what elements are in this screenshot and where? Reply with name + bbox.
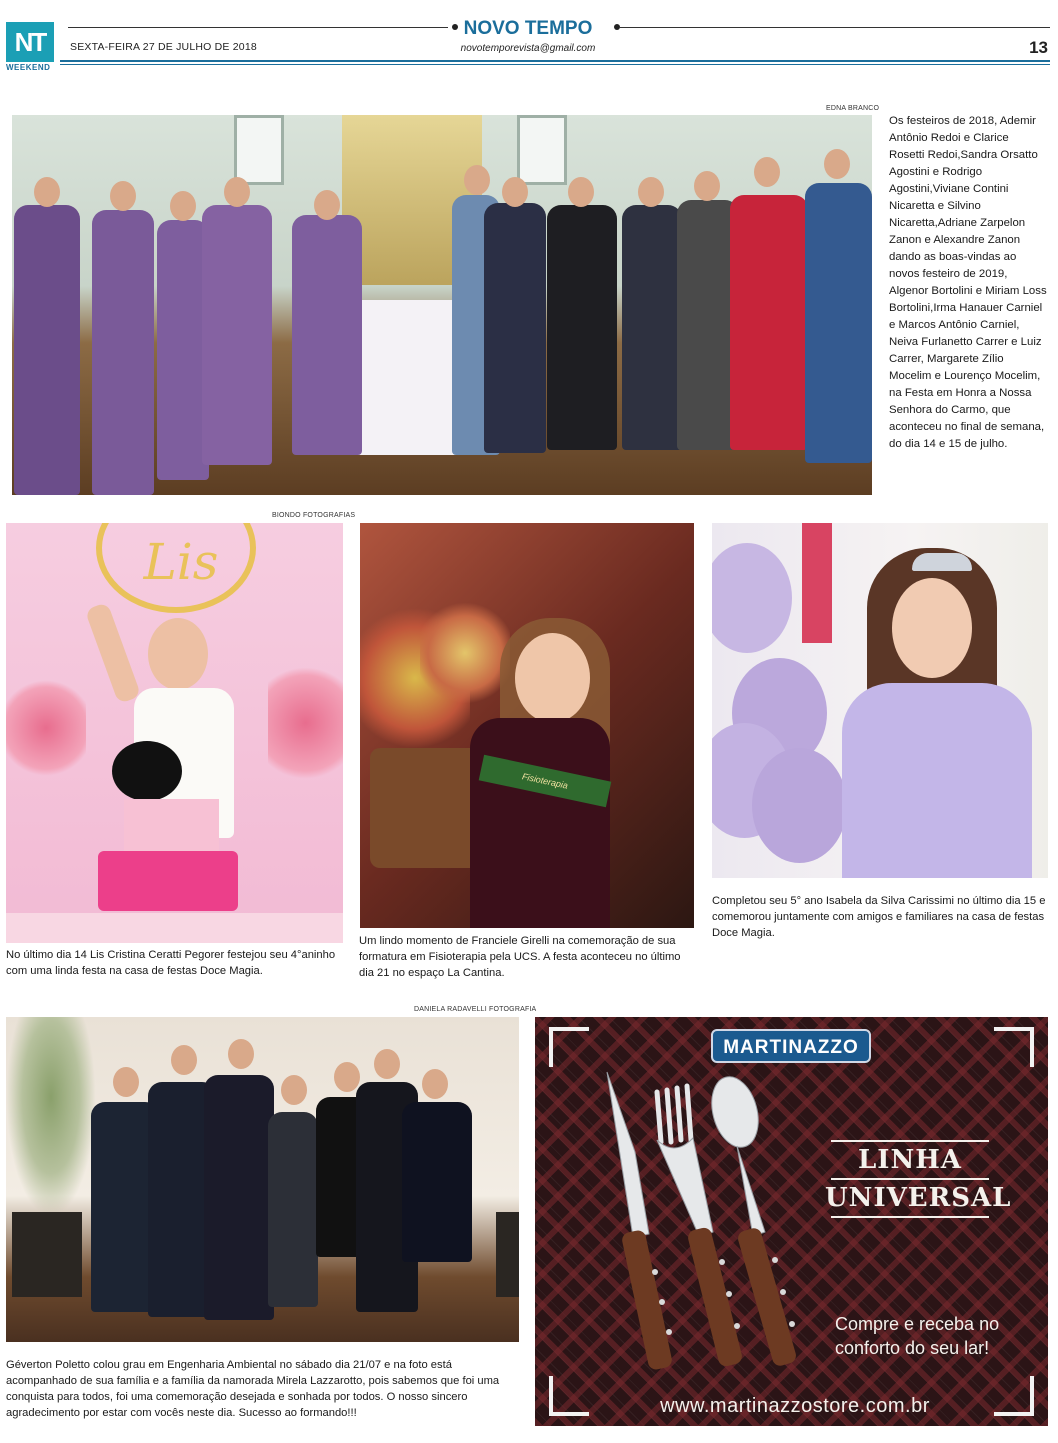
photo-isabela-birthday [712, 523, 1048, 878]
photo-credit-festeiros: EDNA BRANCO [826, 105, 880, 112]
photo-credit-geverton: DANIELA RADAVELLI FOTOGRAFIA [414, 1006, 537, 1013]
dessert-table [6, 913, 343, 943]
caption-festeiros: Os festeiros de 2018, Ademir Antônio Redoi e Clarice Rosetti Redoi,Sandra Orsatto Agostini e Rodrigo Agostini,Viviane Contini Nicaretta e Silvino Nicaretta,Adriane Zarpelon Zanon e Alexandre Zanon dando as boas-vindas ao novos festeiro de 2019, Algenor Bortolini e Miriam Loss Bortolini,Irma Hanauer Carniel e Marcos Antônio Carniel, Neiva Furlanetto Carrer e Luiz Carrer, Margarete Zílio Mocelim e Lourenço Mocelim, na Festa em Honra a Nossa Senhora do Carmo, que aconteceu no final de semana, do dia 14 e 15 de julho. [889, 115, 1047, 450]
frame-corner-top-right [994, 1027, 1034, 1067]
page-number: 13 [1029, 38, 1048, 57]
issue-date: SEXTA-FEIRA 27 DE JULHO DE 2018 [70, 41, 257, 53]
person-head [224, 177, 250, 207]
title-rule-bottom [831, 1216, 989, 1218]
cake-bottom-tier [98, 851, 238, 911]
person-head [568, 177, 594, 207]
caption-isabela: Completou seu 5° ano Isabela da Silva Carissimi no último dia 15 e comemorou juntamente com amigos e familiares na casa de festas Doce Magia. [712, 895, 1046, 939]
header-divider [60, 60, 1050, 62]
flower-arrangement-right [268, 653, 343, 793]
person-head [110, 181, 136, 211]
caption-geverton: Géverton Poletto colou grau em Engenharia Ambiental no sábado dia 21/07 e na foto está acompanhado de sua família e a família da namorada Mirela Lazzarotto, pois sabemos que foi uma conquista para todos, foi uma comemoração desejada e sonhada por todos. O nosso sincero agradecimento por estar com vocês neste dia. Sucesso ao formando!!! [6, 1359, 500, 1419]
graduate-head [228, 1039, 254, 1069]
cake-top-tier [124, 799, 219, 854]
person-head [694, 171, 720, 201]
store-url-link[interactable]: www.martinazzostore.com.br [660, 1395, 930, 1417]
person-figure [484, 203, 546, 453]
frame-corner-top-left [549, 1027, 589, 1067]
graduate-figure [204, 1075, 274, 1320]
person-head [754, 157, 780, 187]
advertisement-martinazzo[interactable] [535, 1017, 1048, 1426]
ad-tagline [835, 1312, 1035, 1360]
photo-festeiros-group [12, 115, 872, 495]
child-arm-raised [85, 602, 142, 704]
product-line-title [825, 1137, 1012, 1221]
sweets-table [370, 748, 480, 868]
person-head [374, 1049, 400, 1079]
photo-franciele-graduation [360, 523, 694, 928]
person-head [422, 1069, 448, 1099]
photo-geverton-graduation [6, 1017, 519, 1342]
tagline-line-2: conforto do seu lar! [835, 1338, 990, 1358]
title-line-2: UNIVERSAL [825, 1183, 1012, 1213]
person-head [824, 149, 850, 179]
person-head [314, 190, 340, 220]
church-window-right [517, 115, 567, 185]
person-figure [402, 1102, 472, 1262]
minnie-topper [112, 741, 182, 801]
diploma-holder: Fisioterapia [479, 755, 612, 807]
person-head [113, 1067, 139, 1097]
photo-credit-lis: BIONDO FOTOGRAFIAS [272, 512, 356, 519]
logo-subtitle: WEEKEND [6, 63, 51, 72]
plant-decor-left [6, 1017, 96, 1217]
photo-lis-birthday [6, 523, 343, 943]
child-face [148, 618, 208, 690]
header-rule-left [68, 27, 448, 28]
person-figure [202, 205, 272, 465]
title-rule-top [831, 1140, 989, 1142]
girl-dress [842, 683, 1032, 878]
name-sign-text: Lis [143, 533, 219, 591]
title-rule-mid [831, 1178, 989, 1180]
person-figure [805, 183, 872, 463]
logo-mark: NT [6, 22, 54, 62]
balloon [752, 748, 847, 863]
person-figure [547, 205, 617, 450]
person-head [34, 177, 60, 207]
person-figure [14, 205, 80, 495]
caption-lis: No último dia 14 Lis Cristina Ceratti Pegorer festejou seu 4°aninho com uma linda festa na casa de festas Doce Magia. [6, 949, 336, 977]
person-figure [268, 1112, 318, 1307]
flower-arrangement-left [6, 673, 86, 783]
person-head [170, 191, 196, 221]
person-head [171, 1045, 197, 1075]
person-head [638, 177, 664, 207]
knife-icon [607, 1072, 673, 1371]
person-figure [730, 195, 808, 450]
tagline-line-1: Compre e receba no [835, 1314, 1000, 1334]
backdrop-panel [802, 523, 832, 643]
church-window-left [234, 115, 284, 185]
graduate-dress [470, 718, 610, 928]
masthead-title: NOVO TEMPO [463, 18, 593, 39]
flower-decor-center [420, 603, 510, 703]
graduate-face-front [515, 633, 590, 723]
person-head [281, 1075, 307, 1105]
header-divider-thin [60, 64, 1050, 65]
caption-franciele: Um lindo momento de Franciele Girelli na comemoração de sua formatura em Fisioterapia pela UCS. A festa aconteceu no último dia 21 no espaço La Cantina. [359, 935, 681, 979]
person-head [464, 165, 490, 195]
publication-logo [6, 22, 56, 72]
person-head [502, 177, 528, 207]
tiara [912, 553, 972, 571]
person-figure [92, 210, 154, 495]
brand-logo: MARTINAZZO [711, 1029, 871, 1063]
person-head [334, 1062, 360, 1092]
girl-face [892, 578, 972, 678]
plant-pot-right [496, 1212, 519, 1297]
person-figure [292, 215, 362, 455]
balloon [712, 543, 792, 653]
header-rule-right [620, 27, 1050, 28]
person-figure [622, 205, 682, 450]
plant-pot-left [12, 1212, 82, 1297]
cutlery-illustration [595, 1062, 835, 1382]
title-line-1: LINHA [858, 1145, 962, 1175]
contact-email[interactable]: novotemporevista@gmail.com [460, 43, 596, 54]
